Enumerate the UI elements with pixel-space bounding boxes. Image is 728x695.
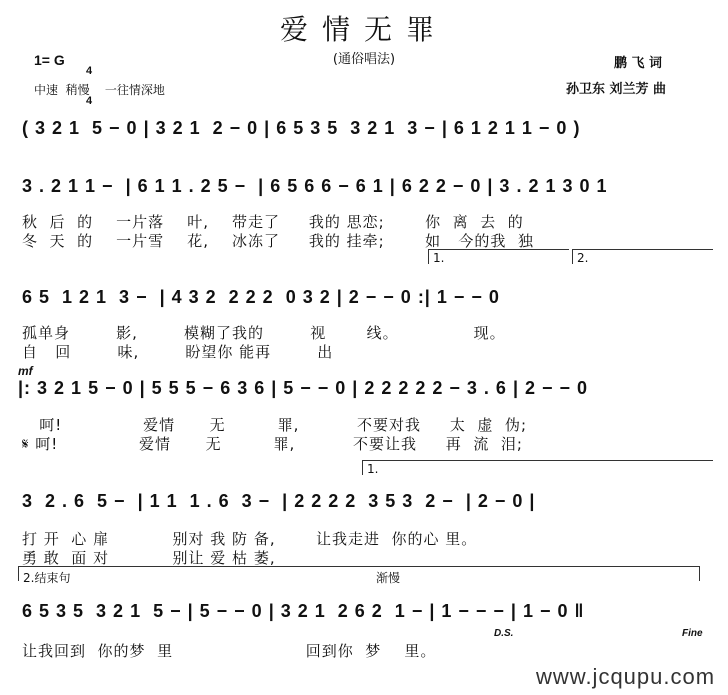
lyric-row-6: 让我回到 你的梦 里 回到你 梦 里。 [22,642,437,660]
dynamic-mf: mf [18,364,33,378]
fine-marking: Fine [682,628,703,639]
key-signature: 1= G [34,52,65,68]
song-title: 爱情无罪 [279,13,448,46]
notation-row-6: 6 5 3 5 3 2 1 5 − | 5 − − 0 | 3 2 1 2 6 2 1 − | 1 − − − | 1 − 0 ‖ [22,601,585,621]
volta-bracket-1 [428,249,569,264]
lyric-row-5-verse-1: 打 开 心 扉 别对 我 防 备, 让我走进 你的心 里。 [22,530,478,548]
watermark-text: www.jcqupu.com [536,664,716,689]
notation-row-4: |: 3 2 1 5 − 0 | 5 5 5 − 6 3 6 | 5 − − 0 | 2 2 2 2 2 − 3 . 6 | 2 − − 0 [18,378,589,398]
song-subtitle: (通俗唱法) [332,52,396,67]
lyric-row-2-verse-1: 秋 后 的 一片落 叶, 带走了 我的 思恋; 你 离 去 的 [22,213,524,231]
time-signature-top: 4 [86,65,93,77]
tempo-marking: 中速 稍慢 一往情深地 [34,83,165,97]
notation-row-2: 3 . 2 1 1 − | 6 1 1 . 2 5 − | 6 5 6 6 − 6 1 | 6 2 2 − 0 | 3 . 2 1 3 0 1 [22,176,608,196]
volta-bracket-2 [572,249,713,264]
notation-row-5: 3 2 . 6 5 − | 1 1 1 . 6 3 − | 2 2 2 2 3 5 3 2 − | 2 − 0 | [22,491,536,511]
notation-row-3: 6 5 1 2 1 3 − | 4 3 2 2 2 2 0 3 2 | 2 − − 0 :| 1 − − 0 [22,287,500,307]
time-signature-bottom: 4 [86,95,93,107]
ds-marking: D.S. [494,628,514,639]
ritardando-marking: 渐慢 [376,571,401,585]
ending-bracket [18,566,700,581]
volta-2-label: 2. [577,251,589,265]
lyricist-credit: 鹏 飞 词 [614,56,663,71]
lyric-row-2-verse-2: 冬 天 的 一片雪 花, 冰冻了 我的 挂牵; 如 今的我 独 [22,232,534,250]
volta-row5-label: 1. [367,462,379,476]
volta-1-label: 1. [433,251,445,265]
volta-bracket-row5 [362,460,713,475]
ending-label: 2.结束句 [23,571,71,585]
lyric-row-3-verse-2: 自 回 味, 盼望你 能再 出 [22,343,334,361]
lyric-row-4-verse-1: 呵! 爱情 无 罪, 不要对我 太 虚 伪; [22,416,528,434]
lyric-row-3-verse-1: 孤单身 影, 模糊了我的 视 线。 现。 [22,324,506,342]
lyric-row-4-verse-2: 𝄋 呵! 爱情 无 罪, 不要让我 再 流 泪; [22,435,523,453]
composer-credit: 孙卫东 刘兰芳 曲 [566,82,667,97]
notation-row-1: ( 3 2 1 5 − 0 | 3 2 1 2 − 0 | 6 5 3 5 3 2 1 3 − | 6 1 2 1 1 − 0 ) [22,118,581,138]
lyric-row-5-verse-2: 勇 敢 面 对 别让 爱 枯 萎, [22,549,276,567]
